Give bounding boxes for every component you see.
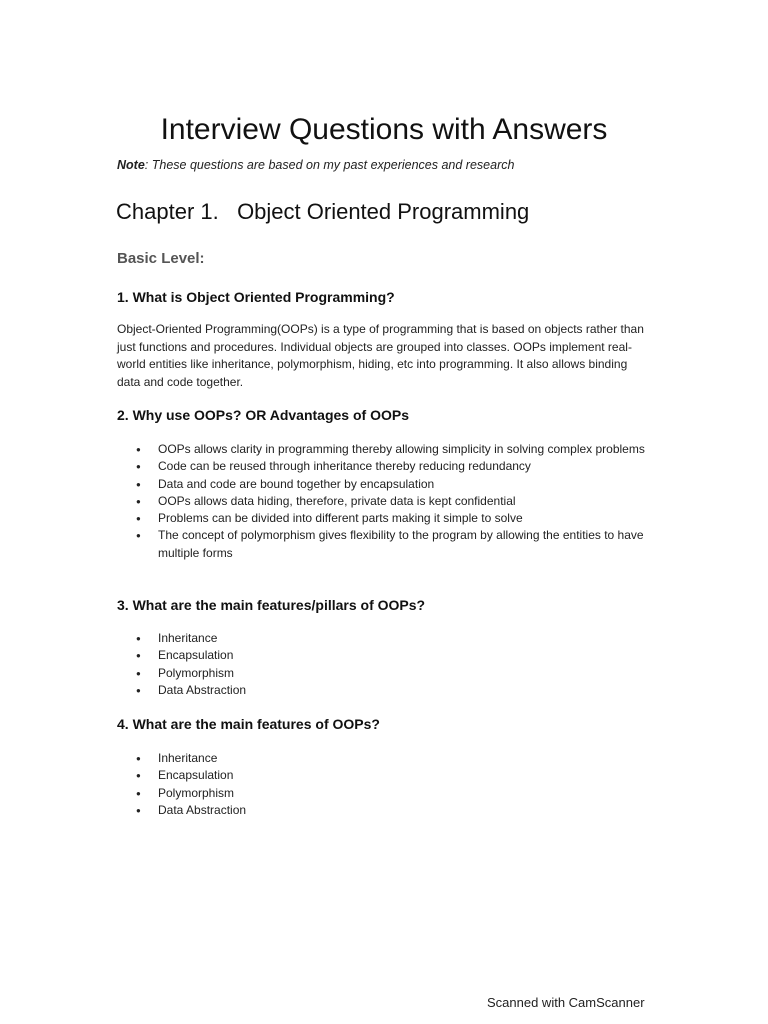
question-4-heading: 4. What are the main features of OOPs? <box>117 716 380 732</box>
list-item: ● Problems can be divided into different parts making it simple to solve <box>117 510 647 527</box>
question-1-answer: Object-Oriented Programming(OOPs) is a type of programming that is based on objects rather than just functions and procedures. Individual objects are grouped into classes. OOPs implement real-world entities like inheritance, polymorphism, hiding, etc into programming. It also allows binding data and code together. <box>117 322 644 389</box>
list-item: ● Data and code are bound together by encapsulation <box>117 476 647 493</box>
note-line <box>117 158 514 172</box>
list-item: ● OOPs allows data hiding, therefore, private data is kept confidential <box>117 493 647 510</box>
list-item: ● OOPs allows clarity in programming thereby allowing simplicity in solving complex problems <box>117 441 647 458</box>
note-label: Note <box>117 158 145 172</box>
chapter-heading: Chapter 1. Object Oriented Programming <box>116 199 530 224</box>
list-item: ● Polymorphism <box>117 665 647 682</box>
list-item: ● Encapsulation <box>117 647 647 664</box>
question-4-list <box>117 750 647 819</box>
document-title: Interview Questions with Answers <box>160 113 608 146</box>
level-heading: Basic Level: <box>117 250 205 267</box>
list-item: ● Data Abstraction <box>117 682 647 699</box>
question-3-heading: 3. What are the main features/pillars of OOPs? <box>117 597 426 613</box>
question-2-heading: 2. Why use OOPs? OR Advantages of OOPs <box>117 407 409 423</box>
list-item: ● Encapsulation <box>117 767 647 784</box>
question-2-list <box>117 441 647 562</box>
list-item: ● Inheritance <box>117 750 647 767</box>
note-text: : These questions are based on my past experiences and research <box>144 158 515 172</box>
question-3-list <box>117 630 647 699</box>
question-1-heading: 1. What is Object Oriented Programming? <box>117 289 395 305</box>
list-item: ● Inheritance <box>117 630 647 647</box>
scanner-watermark: Scanned with CamScanner <box>487 995 645 1010</box>
list-item: ● Code can be reused through inheritance thereby reducing redundancy <box>117 458 647 475</box>
list-item: ● Data Abstraction <box>117 802 647 819</box>
list-item: ● The concept of polymorphism gives flexibility to the program by allowing the entities to have multiple forms <box>117 527 647 562</box>
list-item: ● Polymorphism <box>117 785 647 802</box>
